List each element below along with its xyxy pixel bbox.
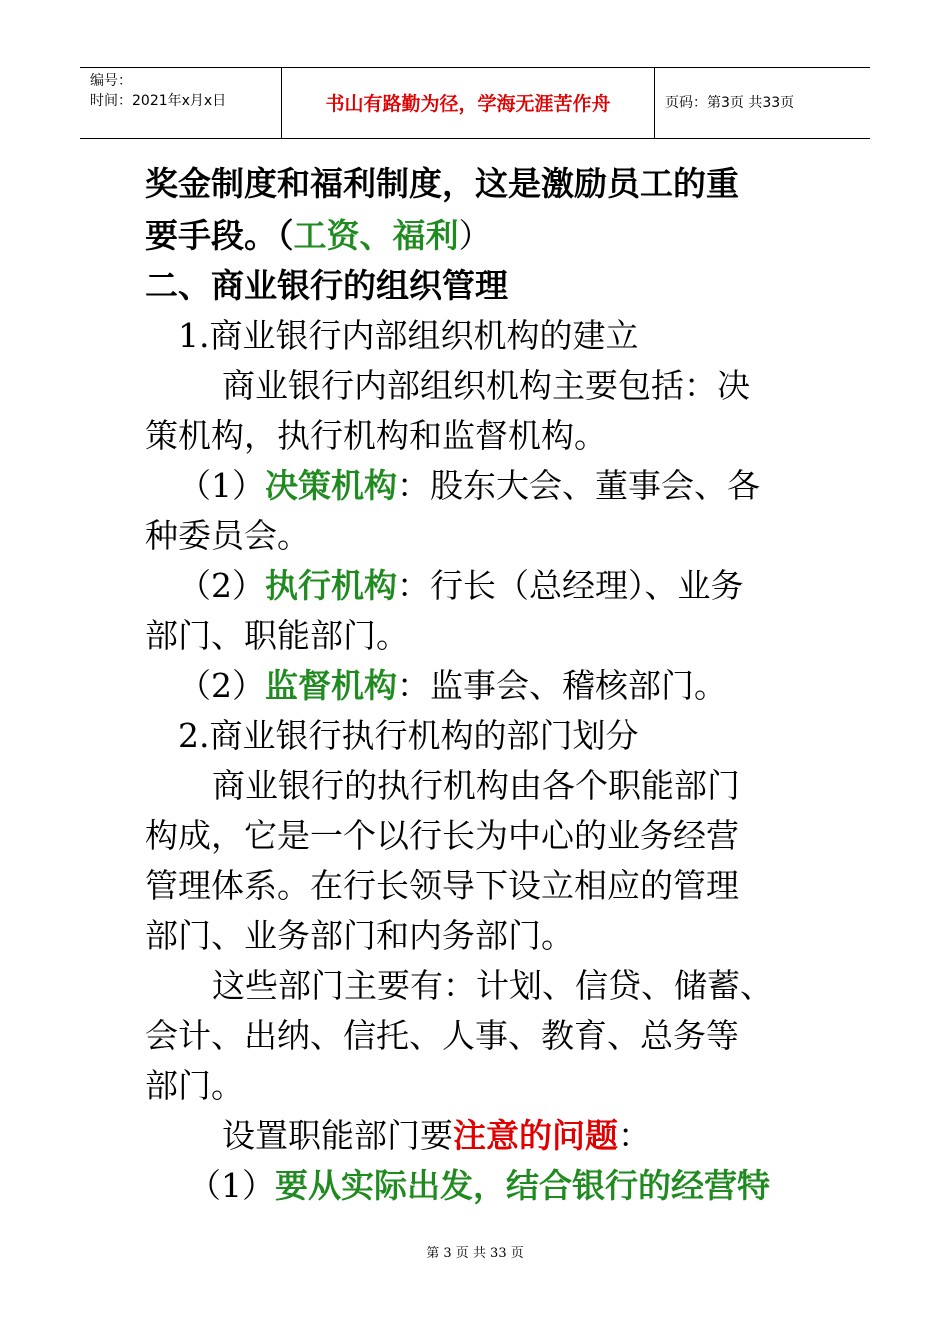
text-line-13: 商业银行的执行机构由各个职能部门 — [212, 766, 740, 805]
text-line-2 — [145, 216, 492, 256]
text-line-20-part-a: 设置职能部门要 — [222, 1116, 453, 1155]
text-line-17: 这些部门主要有：计划、信贷、储蓄、 — [212, 966, 773, 1005]
section-heading-org-management: 二、商业银行的组织管理 — [145, 266, 508, 305]
text-line-9-part-c: ：行长（总经理）、业务 — [397, 566, 744, 605]
text-line-9 — [178, 566, 744, 606]
text-line-11-part-c: ：监事会、稽核部门。 — [397, 666, 727, 705]
item-number: （2） — [178, 666, 265, 705]
text-line-7 — [178, 466, 760, 506]
text-line-11 — [178, 666, 727, 706]
doc-number-label: 编号： — [90, 73, 132, 89]
header-motto-cell — [281, 68, 655, 138]
text-line-15: 管理体系。在行长领导下设立相应的管理 — [145, 866, 739, 905]
item-number: （1） — [188, 1166, 275, 1205]
supervisory-body-term: 监督机构 — [265, 666, 397, 705]
subheading-internal-structure: 1.商业银行内部组织机构的建立 — [178, 316, 639, 355]
text-line-8: 种委员会。 — [145, 516, 310, 555]
text-line-20 — [222, 1116, 651, 1156]
subheading-department-division: 2.商业银行执行机构的部门划分 — [178, 716, 639, 755]
document-header — [80, 67, 870, 139]
text-line-7-part-c: ：股东大会、董事会、各 — [397, 466, 760, 505]
text-line-5: 商业银行内部组织机构主要包括：决 — [222, 366, 750, 405]
header-page-cell — [655, 68, 870, 138]
header-meta-cell — [80, 68, 280, 138]
executive-body-term: 执行机构 — [265, 566, 397, 605]
text-line-2-part-c: ） — [458, 216, 492, 255]
text-line-6: 策机构，执行机构和监督机构。 — [145, 416, 607, 455]
text-line-1: 奖金制度和福利制度，这是激励员工的重 — [145, 164, 739, 203]
item-number: （1） — [178, 466, 265, 505]
item-number: （2） — [178, 566, 265, 605]
header-page-label: 页码：第3页 共33页 — [665, 95, 795, 111]
issues-highlight: 注意的问题 — [453, 1116, 618, 1155]
text-line-21 — [188, 1166, 770, 1206]
text-line-18: 会计、出纳、信托、人事、教育、总务等 — [145, 1016, 739, 1055]
text-line-19: 部门。 — [145, 1066, 244, 1105]
text-line-10: 部门、职能部门。 — [145, 616, 409, 655]
salary-welfare-highlight: 工资、福利 — [293, 216, 459, 255]
text-line-16: 部门、业务部门和内务部门。 — [145, 916, 574, 955]
doc-time-label: 时间：2021年x月x日 — [90, 93, 227, 109]
decision-body-term: 决策机构 — [265, 466, 397, 505]
page-footer: 第 3 页 共 33 页 — [426, 1246, 524, 1261]
text-line-14: 构成，它是一个以行长为中心的业务经营 — [145, 816, 739, 855]
practical-principle-highlight: 要从实际出发，结合银行的经营特 — [275, 1166, 770, 1205]
text-line-20-part-c: ： — [618, 1116, 651, 1155]
text-line-2-part-a: 要手段。（ — [145, 216, 294, 255]
header-motto: 书山有路勤为径，学海无涯苦作舟 — [325, 93, 611, 115]
